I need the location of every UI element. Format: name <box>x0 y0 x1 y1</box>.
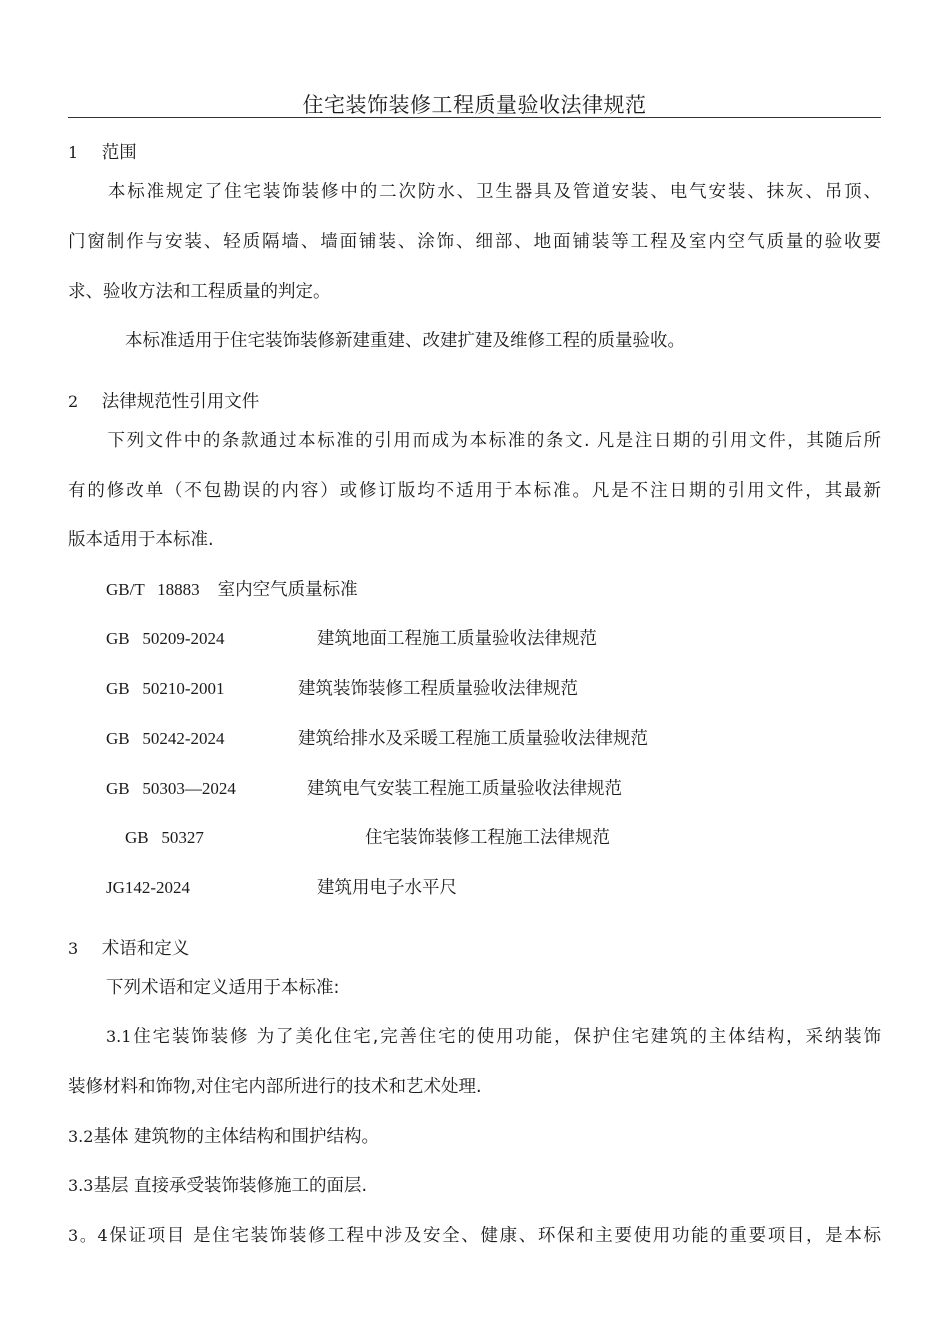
term-3-4-text: 保证项目 是住宅装饰装修工程中涉及安全、健康、环保和主要使用功能的重要项目，是本标 <box>107 1226 881 1246</box>
section-1-p1-l1-text: 本标准规定了住宅装饰装修中的二次防水、卫生器具及管道安装、电气安装、抹灰、吊顶、 <box>106 182 881 202</box>
reference-code: GB 50242-2024 <box>106 729 225 748</box>
reference-name: 建筑地面工程施工质量验收法律规范 <box>317 629 597 649</box>
term-3-3-text: 基层 直接承受装饰装修施工的面层. <box>93 1176 368 1196</box>
section-3-intro: 下列术语和定义适用于本标准: <box>106 978 340 998</box>
section-1-heading <box>68 141 137 165</box>
reference-name: 建筑装饰装修工程质量验收法律规范 <box>298 679 578 699</box>
reference-name: 建筑用电子水平尺 <box>317 878 457 898</box>
section-1-paragraph-1-line-3: 求、验收方法和工程质量的判定。 <box>68 282 331 302</box>
reference-item <box>106 627 597 651</box>
reference-code: GB 50209-2024 <box>106 629 225 648</box>
reference-code: GB 50210-2001 <box>106 679 225 698</box>
term-3-1-line-2: 装修材料和饰物,对住宅内部所进行的技术和艺术处理. <box>68 1077 482 1097</box>
title-underline <box>68 117 881 118</box>
section-2-p1-l1-text: 下列文件中的条款通过本标准的引用而成为本标准的条文. 凡是注日期的引用文件，其随后所 <box>106 431 881 451</box>
document-title: 住宅装饰装修工程质量验收法律规范 <box>302 93 647 117</box>
reference-item <box>106 727 648 751</box>
reference-item <box>106 578 358 602</box>
reference-name: 住宅装饰装修工程施工法律规范 <box>365 828 610 848</box>
reference-name: 室内空气质量标准 <box>217 580 358 600</box>
term-3-2-text: 基体 建筑物的主体结构和围护结构。 <box>93 1127 380 1147</box>
term-3-3-number: 3.3 <box>68 1176 94 1195</box>
term-3-2 <box>68 1125 379 1149</box>
reference-code: GB 50327 <box>125 828 204 847</box>
term-3-4 <box>68 1224 881 1248</box>
section-3-number: 3 <box>68 939 79 958</box>
term-3-1-line-1 <box>68 1025 881 1049</box>
term-3-2-number: 3.2 <box>68 1127 94 1146</box>
section-2-number: 2 <box>68 392 79 411</box>
reference-name: 建筑给排水及采暖工程施工质量验收法律规范 <box>298 729 648 749</box>
section-3-heading <box>68 937 189 961</box>
reference-item <box>106 677 578 701</box>
reference-item <box>125 826 610 850</box>
term-3-1-number: 3.1 <box>106 1027 132 1046</box>
section-3-title: 术语和定义 <box>101 939 190 959</box>
section-2-heading <box>68 390 259 414</box>
section-2-title: 法律规范性引用文件 <box>101 392 260 412</box>
reference-item <box>106 777 622 801</box>
reference-name: 建筑电气安装工程施工质量验收法律规范 <box>307 779 622 799</box>
term-3-1-text: 住宅装饰装修 为了美化住宅,完善住宅的使用功能，保护住宅建筑的主体结构，采纳装饰 <box>131 1027 881 1047</box>
section-1-number: 1 <box>68 143 79 162</box>
section-1-paragraph-1-line-2: 门窗制作与安装、轻质隔墙、墙面铺装、涂饰、细部、地面铺装等工程及室内空气质量的验收要 <box>68 232 881 252</box>
reference-code: JG142-2024 <box>106 878 191 897</box>
section-2-paragraph-line-2: 有的修改单（不包勘误的内容）或修订版均不适用于本标准。凡是不注日期的引用文件，其最新 <box>68 481 881 501</box>
section-1-paragraph-2: 本标准适用于住宅装饰装修新建重建、改建扩建及维修工程的质量验收。 <box>125 331 685 351</box>
reference-code: GB 50303—2024 <box>106 779 236 798</box>
term-3-3 <box>68 1174 367 1198</box>
reference-item <box>106 876 457 900</box>
section-1-paragraph-1-line-1 <box>68 180 881 204</box>
section-2-paragraph-line-3: 版本适用于本标准. <box>68 530 214 550</box>
term-3-4-number: 3。4 <box>68 1226 108 1245</box>
reference-code: GB/T 18883 <box>106 580 200 599</box>
section-1-title: 范围 <box>101 143 137 163</box>
section-2-paragraph-line-1 <box>68 429 881 453</box>
